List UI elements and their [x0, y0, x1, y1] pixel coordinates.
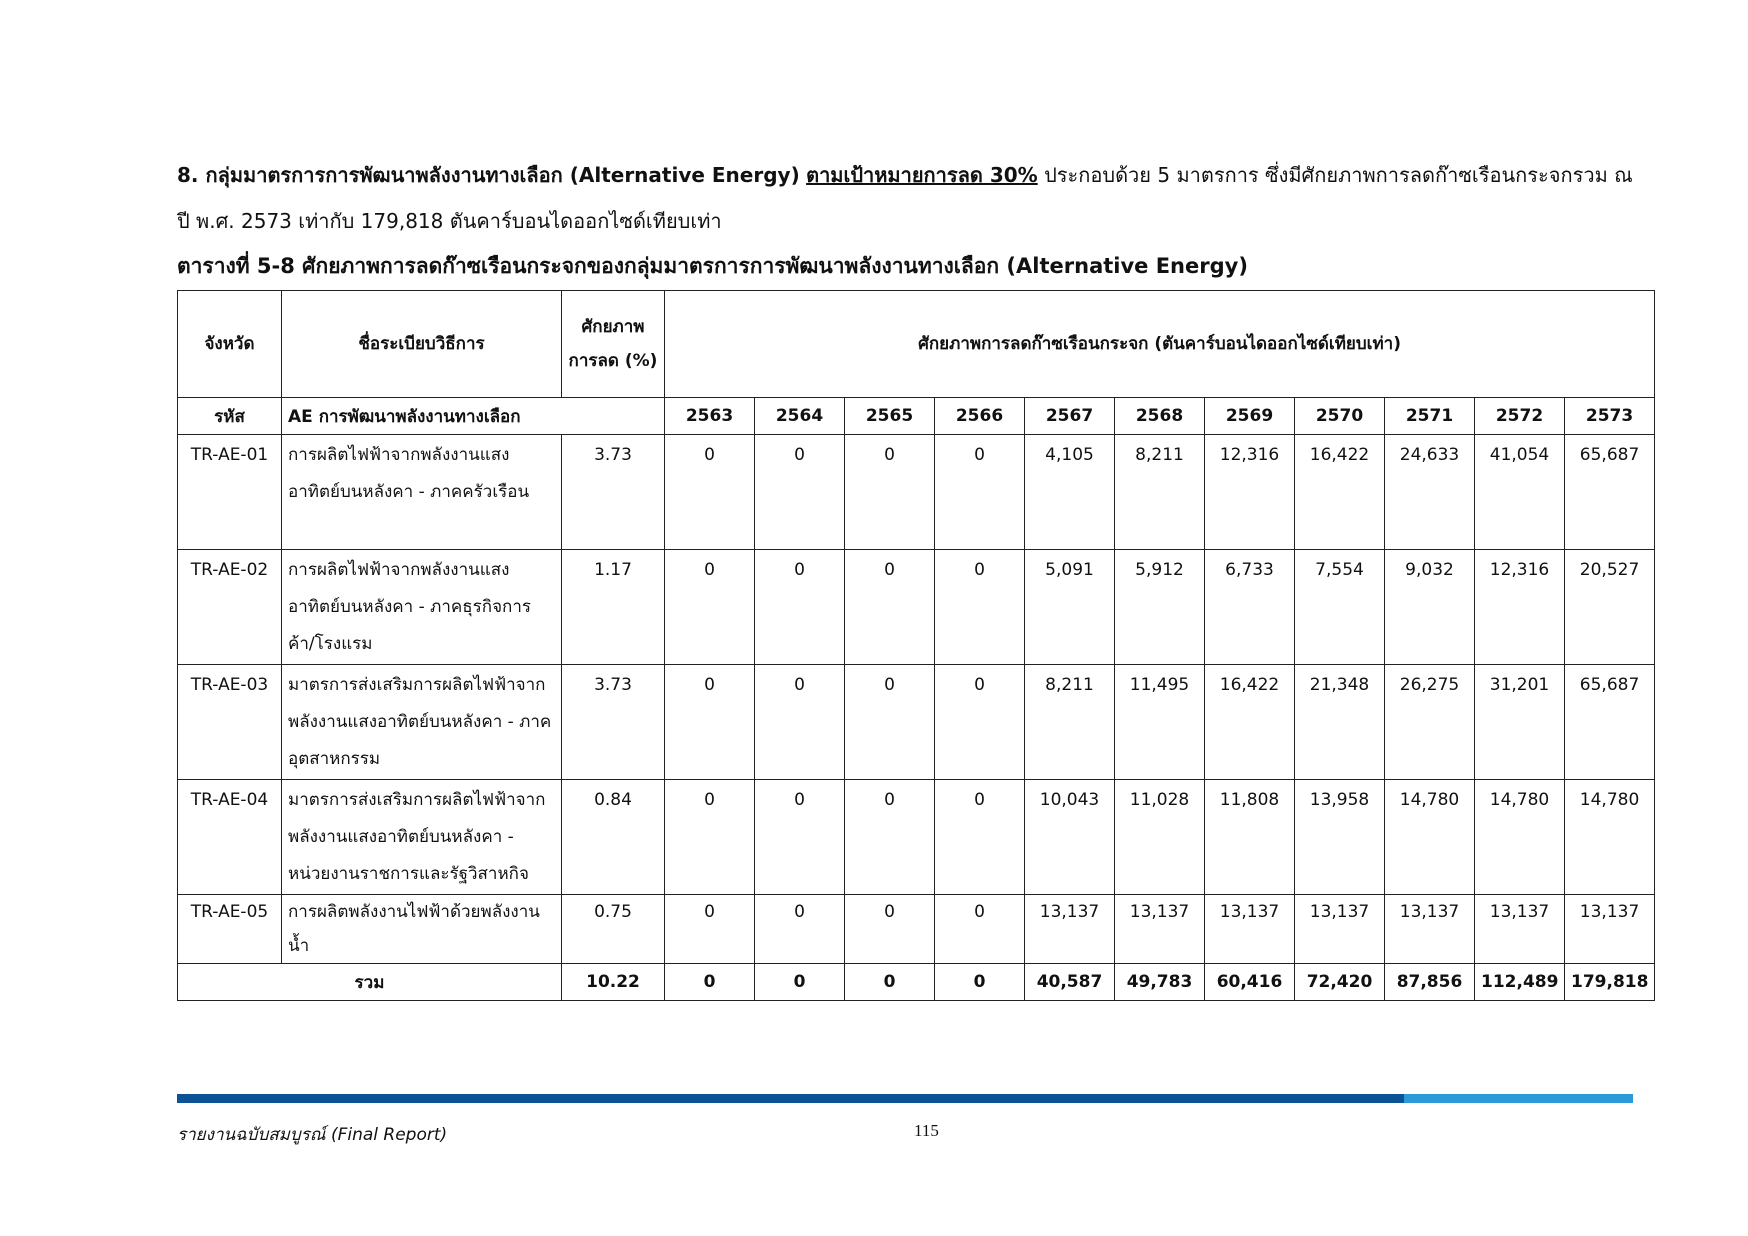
table-row: [178, 550, 1655, 665]
year-value: 14,780: [1565, 780, 1655, 895]
year-header: 2570: [1295, 398, 1385, 435]
year-value: 41,054: [1475, 435, 1565, 550]
year-header: 2569: [1205, 398, 1295, 435]
year-value: 4,105: [1025, 435, 1115, 550]
intro-body: ประกอบด้วย 5 มาตรการ ซึ่งมีศักยภาพการลดก๊าซเรือนกระจกรวม ณ ปี พ.ศ. 2573 เท่ากับ 179,818 ตันคาร์บอนไดออกไซด์เทียบเท่า: [177, 163, 1633, 233]
year-value: 12,316: [1475, 550, 1565, 665]
measure-name: มาตรการส่งเสริมการผลิตไฟฟ้าจากพลังงานแสงอาทิตย์บนหลังคา - ภาคอุตสาหกรรม: [282, 665, 562, 780]
header-group: AE การพัฒนาพลังงานทางเลือก: [282, 398, 665, 435]
total-value: 60,416: [1205, 964, 1295, 1001]
footer-bar: [177, 1094, 1633, 1103]
year-value: 11,808: [1205, 780, 1295, 895]
header-code: รหัส: [178, 398, 282, 435]
year-value: 7,554: [1295, 550, 1385, 665]
measure-code: TR-AE-05: [178, 895, 282, 964]
year-value: 5,091: [1025, 550, 1115, 665]
header-reduction-potential: ศักยภาพการลด (%): [562, 291, 665, 398]
year-value: 26,275: [1385, 665, 1475, 780]
year-value: 5,912: [1115, 550, 1205, 665]
year-header: 2568: [1115, 398, 1205, 435]
total-percent: 10.22: [562, 964, 665, 1001]
footer-bar-light: [1404, 1094, 1633, 1103]
measure-percent: 3.73: [562, 435, 665, 550]
year-value: 13,137: [1115, 895, 1205, 964]
year-value: 16,422: [1205, 665, 1295, 780]
year-value: 13,137: [1025, 895, 1115, 964]
footer-bar-dark: [177, 1094, 1404, 1103]
section-heading: 8. กลุ่มมาตรการการพัฒนาพลังงานทางเลือก (Alternative Energy): [177, 163, 800, 187]
ghg-reduction-table: [177, 290, 1655, 1001]
measure-percent: 0.84: [562, 780, 665, 895]
measure-percent: 1.17: [562, 550, 665, 665]
year-header: 2563: [665, 398, 755, 435]
total-value: 0: [845, 964, 935, 1001]
year-value: 31,201: [1475, 665, 1565, 780]
intro-paragraph: [177, 152, 1647, 244]
measure-code: TR-AE-04: [178, 780, 282, 895]
measure-name: การผลิตไฟฟ้าจากพลังงานแสงอาทิตย์บนหลังคา - ภาคครัวเรือน: [282, 435, 562, 550]
year-value: 0: [935, 895, 1025, 964]
footer-report-title: รายงานฉบับสมบูรณ์ (Final Report): [177, 1125, 448, 1145]
table-row: [178, 895, 1655, 964]
total-value: 112,489: [1475, 964, 1565, 1001]
total-label: รวม: [178, 964, 562, 1001]
header-measure-name: ชื่อระเบียบวิธีการ: [282, 291, 562, 398]
target-text: ตามเป้าหมายการลด 30%: [806, 163, 1038, 187]
year-header: 2567: [1025, 398, 1115, 435]
year-value: 13,137: [1475, 895, 1565, 964]
year-value: 12,316: [1205, 435, 1295, 550]
total-value: 40,587: [1025, 964, 1115, 1001]
year-header: 2565: [845, 398, 935, 435]
year-header: 2564: [755, 398, 845, 435]
year-value: 65,687: [1565, 665, 1655, 780]
table-row: [178, 665, 1655, 780]
table-caption: ตารางที่ 5-8 ศักยภาพการลดก๊าซเรือนกระจกของกลุ่มมาตรการการพัฒนาพลังงานทางเลือก (Alternative Energy): [177, 254, 1248, 278]
total-value: 0: [935, 964, 1025, 1001]
measure-code: TR-AE-02: [178, 550, 282, 665]
measure-name: การผลิตพลังงานไฟฟ้าด้วยพลังงานน้ำ: [282, 895, 562, 964]
total-row: [178, 964, 1655, 1001]
year-value: 0: [665, 665, 755, 780]
year-value: 0: [665, 780, 755, 895]
year-header: 2566: [935, 398, 1025, 435]
year-value: 0: [935, 435, 1025, 550]
measure-name: มาตรการส่งเสริมการผลิตไฟฟ้าจากพลังงานแสงอาทิตย์บนหลังคา - หน่วยงานราชการและรัฐวิสาหกิจ: [282, 780, 562, 895]
header-province: จังหวัด: [178, 291, 282, 398]
year-value: 13,137: [1385, 895, 1475, 964]
year-value: 13,137: [1205, 895, 1295, 964]
total-value: 0: [755, 964, 845, 1001]
year-value: 21,348: [1295, 665, 1385, 780]
year-value: 0: [665, 435, 755, 550]
year-value: 0: [935, 665, 1025, 780]
year-value: 14,780: [1475, 780, 1565, 895]
measure-name: การผลิตไฟฟ้าจากพลังงานแสงอาทิตย์บนหลังคา - ภาคธุรกิจการค้า/โรงแรม: [282, 550, 562, 665]
total-value: 0: [665, 964, 755, 1001]
year-value: 16,422: [1295, 435, 1385, 550]
year-value: 11,495: [1115, 665, 1205, 780]
year-value: 0: [845, 550, 935, 665]
year-value: 0: [845, 780, 935, 895]
total-value: 179,818: [1565, 964, 1655, 1001]
table-row: [178, 435, 1655, 550]
year-header: 2572: [1475, 398, 1565, 435]
year-value: 0: [755, 435, 845, 550]
header-row: [178, 291, 1655, 398]
year-value: 0: [935, 780, 1025, 895]
year-value: 0: [665, 895, 755, 964]
year-value: 14,780: [1385, 780, 1475, 895]
year-value: 8,211: [1115, 435, 1205, 550]
subheader-row: [178, 398, 1655, 435]
year-value: 13,958: [1295, 780, 1385, 895]
year-value: 11,028: [1115, 780, 1205, 895]
total-value: 87,856: [1385, 964, 1475, 1001]
year-value: 13,137: [1295, 895, 1385, 964]
year-value: 8,211: [1025, 665, 1115, 780]
measure-percent: 3.73: [562, 665, 665, 780]
year-value: 0: [845, 435, 935, 550]
year-value: 0: [755, 665, 845, 780]
table-row: [178, 780, 1655, 895]
year-value: 0: [665, 550, 755, 665]
page-number: 115: [914, 1121, 939, 1140]
total-value: 49,783: [1115, 964, 1205, 1001]
measure-code: TR-AE-03: [178, 665, 282, 780]
year-value: 6,733: [1205, 550, 1295, 665]
year-header: 2571: [1385, 398, 1475, 435]
year-value: 0: [755, 550, 845, 665]
year-value: 13,137: [1565, 895, 1655, 964]
measure-code: TR-AE-01: [178, 435, 282, 550]
year-value: 9,032: [1385, 550, 1475, 665]
year-value: 0: [845, 895, 935, 964]
year-value: 10,043: [1025, 780, 1115, 895]
year-value: 0: [755, 780, 845, 895]
year-value: 20,527: [1565, 550, 1655, 665]
measure-percent: 0.75: [562, 895, 665, 964]
year-value: 65,687: [1565, 435, 1655, 550]
header-ghg-potential: ศักยภาพการลดก๊าซเรือนกระจก (ตันคาร์บอนไดออกไซด์เทียบเท่า): [665, 291, 1655, 398]
total-value: 72,420: [1295, 964, 1385, 1001]
year-value: 0: [755, 895, 845, 964]
year-value: 24,633: [1385, 435, 1475, 550]
year-value: 0: [845, 665, 935, 780]
year-header: 2573: [1565, 398, 1655, 435]
year-value: 0: [935, 550, 1025, 665]
